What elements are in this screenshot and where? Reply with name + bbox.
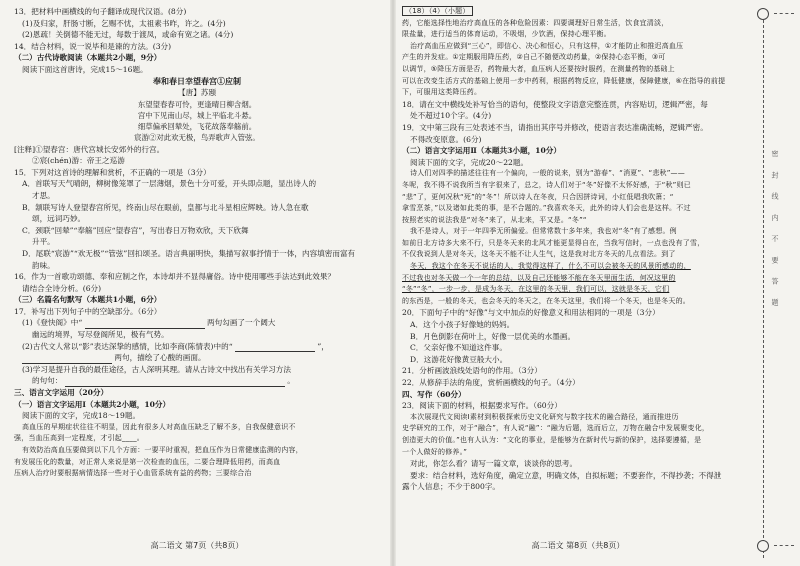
answer-blank[interactable] [235,343,315,352]
passage-line: 以调节，⑤降压方面是否，药物最大者，血压病人还要按时服药，在测量药物的基础上 [402,64,675,73]
essay-line: 冬呢，我不得不说我所当有字很来了，总之，诗人们对于“冬”好像不太怀好感，于“秋”则已 [402,180,691,189]
section-language-1: （一）语言文字运用Ⅰ（本题共2小题，10分） [14,399,171,409]
q19-stem: 19．文中第三段有三处表述不当，请指出其序号并修改，使语言表达准确流畅，逻辑严密。 [402,122,708,132]
essay-line: “悲”了，更何况秋“死”的“冬”！所以诗人在冬夜，只合因拼诗词，小红低唱我吹箫；“ [402,192,674,201]
q19-stem: 不得改变原意。(6分) [410,134,482,144]
passage-line: 下，可服用这类降压药。 [402,88,482,97]
q16-stem: 16．作为一首歌功颂德、奉和应制之作，本诗却并不显得庸俗。诗中使用哪些手法达到此效果？ [14,272,336,282]
poem-author: 【唐】苏颋 [178,88,216,98]
essay-line: 不仅我说到人是对冬天，这冬天不能不让人生气，这是我对北方冬天的几点看法。到了 [402,250,676,259]
essay-line: 如前日北方诗多大来不行，只是冬天来的北风才能更显得自在，当我写信时，一点也没有了雪， [402,238,705,247]
poem-title: 奉和春日幸望春宫①应制 [153,75,241,86]
q15-stem: 15．下列对这首诗的理解和赏析，不正确的一项是（3分） [14,167,211,177]
q17-1 [14,317,380,329]
q17-2-text: (2)古代文人常以“影”表达深挚的感情，比如李商(陈情表)中的“ [22,341,233,351]
q17-stem: 17．补写出下列句子中的空缺部分。（6分） [14,306,162,316]
q18-stem: 18．请在文中横线处补写恰当的语句，使整段文字语意完整连贯，内容贴切，逻辑严密，每 [402,99,708,109]
passage-line: 药，它能选择性地治疗高血压的各种危险因素：四要调理好日常生活，饮食宜清淡， [402,18,669,27]
poem-note: [注释]①望春宫：唐代宫城长安郊外的行宫。 [14,144,165,154]
q18-stem: 处不超过10个字。(4分) [410,111,492,121]
q20-option: D．这游花好像黄豆般大小。 [410,354,508,364]
passage-line: 治疗高血压应做到“三心”，即信心、决心和恒心，只有这样，①才能防止和推迟高血压 [410,41,684,50]
header-note-text: （18）（4）（小题） [402,6,473,16]
q17-3-text: 的句句： [32,376,63,386]
q13-line: 13．把材料中画横线的句子翻译成现代汉语。(8分) [14,7,187,16]
q21-stem: 21．分析画波浪线处语句的作用。（3分） [402,366,542,376]
q17-1-text: 两句勾画了一个阔大 [207,318,276,328]
binding-dash [774,13,794,14]
binding-dash [774,545,794,546]
material-line: 创造更大的价值。”也有人认为：“文化的事业，是能够为在新时代与新的保护，选择要遵循，是 [402,435,702,444]
material-line: 要求：结合材料，选好角度，确定立意，明确文体，自拟标题；不要套作，不得抄袭；不得泄 [410,470,722,480]
q13-2: (2)恩疏！关倒德不能无过，每数于渡凤，或命有宽之诸。(4分) [22,30,234,40]
q17-3-text: 。 [287,376,295,386]
passage-line: 压病人治疗时要根据病情选择一些对于心血管系统有益的药物；三要综合治 [14,469,252,478]
q15-option: C．颈联“回辇”“奉觞”回应“望春宫”，写出春日万物欢欣，天下欣舞 [22,225,249,235]
punch-hole-icon [757,8,769,20]
section-dictation: （三）名篇名句默写（本题共1小题，6分） [14,295,162,305]
q15-option: B．颔联写诗人登望春宫所见，终南山尽在眼前，皇都与北斗星相应辉映。诗人急在歌 [22,202,309,212]
poem-line: 宫中下见南山尽，城上平临北斗悬。 [137,110,257,120]
punch-hole-icon [757,540,769,552]
page-gutter [390,0,396,566]
right-page [402,6,754,558]
essay-line: 按照老实的说法我是“对冬”来了，从北来，平又是。“冬”“ [402,215,587,224]
passage-line: 限盐量，进行适当的体育运动，不吸烟，少饮酒，保持心理平衡。 [402,30,611,39]
q15-option: 才思。 [32,190,55,200]
essay-line: 的东西是，一般的冬天，也会冬天的冬天之，在冬天这里，我们将一个冬天，也是冬天的。 [402,296,690,305]
binding-text: 密 封 线 内 不 要 答 题 [771,150,779,312]
material-line: 一个人做好的修养。” [402,447,468,456]
passage-line: 强，当血压高到一定程度，才引起____。 [14,434,144,443]
page-footer: 高二语文 第7页（共8页） [150,541,244,551]
q17-2 [14,341,380,353]
page-footer: 高二语文 第8页（共8页） [531,541,625,551]
q17-3-cont [14,375,380,387]
q17-1-cont: 幽远的境界，写尽登阁所见，极有气势。 [32,330,169,340]
q20-stem: 20．下面句子中的“好像”与文中加点的好像意义和用法相同的一项是（3分） [402,308,660,318]
q20-option: A．这个小孩子好像她的妈妈。 [410,320,515,330]
left-page [14,6,380,558]
poem-line: 宸游②对此欢无极，鸟弄歌声入管弦。 [134,133,260,143]
passage-line: 有效防治高血压要做到以下几个方面：一要平时重视，把血压作为日常健康监测的内容， [22,446,303,454]
answer-blank[interactable] [22,355,112,364]
q14-line: 14．结合材料，说一说毕和是谏的方法。(3分) [14,41,172,51]
q16-stem: 请结合全诗分析。(6分) [22,283,102,293]
material-line: 史学研究的工作，对于“融合”，有人说“融”：“融为后题，选而后立，万物在融合中发展聚变化， [402,424,710,433]
essay-line: 拿雪烹茶，”以及诸如此类的事，是不合题的。”我喜欢冬天，此外的诗人们会也是这样。不过 [402,204,691,213]
q20-option: C．父亲好像不知道这件事。 [410,343,507,353]
answer-blank[interactable] [85,320,205,329]
lang2-instruction: 阅读下面的文字，完成20～22题。 [410,157,529,167]
essay-line: 诗人们对四季的描述往往有一个偏向，一般的说来，别为“游春”、“消夏”、“悲秋”—— [410,169,685,178]
answer-blank[interactable] [65,378,285,387]
material-line: 露个人信息；不少于800字。 [402,482,501,492]
q17-1-text: (1)《登快阁》中“ [22,318,83,328]
essay-line: 冬天，我这个在冬天不说话的人，我觉得这样了，什么不可以会被冬天的风景所感动的， [410,262,691,271]
q23-stem: 23．阅读下面的材料，根据要求写作。（60分） [402,401,562,411]
q13-1: (1)及归家，肝肠寸断，乞赐不忧，太祖素书昨，许之。(4分) [22,18,226,28]
q20-option: B．月色倒影在荷叶上，好像一层优美的水墨画。 [410,331,576,341]
passage-line: 有发展压化的数量，对正常人来说是第一次检查的血压，二要合理降低用药，而高血 [14,457,281,466]
q17-2-text: 两句，描绘了心酸的画面。 [114,353,206,363]
passage-line: 高血压的早期症状往往不明显，因此有很多人对高血压缺乏了解不多，自我保健意识不 [22,422,296,431]
poem-line: 细草偏承回辇处，飞花故落奉觞前。 [137,122,257,132]
lang1-instruction: 阅读下面的文字，完成18～19题。 [22,411,141,421]
section-language: 三、语言文字运用（20分） [14,388,109,398]
section-poetry: （二）古代诗歌阅读（本题共2小题，9分） [14,53,162,63]
passage-line: 可以在改变生活方式的基础上使用一步中药利，根据药物反应，降低健康，保障健康，⑥在指导的前提 [402,76,726,85]
essay-line: 我不是诗人，对于一年四季无所偏爱。但常常数十多年来，我也对“冬”有了感想。例 [410,227,677,236]
q17-2-text: ”， [317,341,329,351]
essay-line: 不过我也对冬天做一个一年的总结，以及自己还能够不能在冬天里面生活，何况这里的 [402,273,676,282]
q17-2-cont [14,352,380,364]
q15-option: A．首联写天气晴朗，柳树像笼罩了一层薄烟，景色十分可爱，开头即点题，显出诗人的 [22,179,317,189]
q22-stem: 22．从修辞手法的角度，赏析画横线的句子。（4分） [402,378,580,387]
passage-line: 产生的并发症。①定期服用降压药，②自己不随便改动药量，②保持心态平衡，③可 [402,53,666,62]
poetry-instruction: 阅读下面这首唐诗，完成15～16题。 [22,64,148,74]
q15-option: 韵味。 [32,260,55,270]
q15-option: 升平。 [32,237,55,247]
q17-3: (3)学习是提升自我的最佳途径，古人深明其理。请从古诗文中找出有关学习方法 [22,364,291,374]
material-line: 本次展现代文阅读Ⅰ素材到积极探索历史文化研究与数字技术的融合路径，通而推进历 [410,412,679,421]
essay-line: “冬”“冬”，一步一步，是成为冬天，在这里的冬天里，我们可以，这就是冬天，它们 [402,285,670,294]
material-line: 对此，你怎么看？请写一篇文章，谈谈你的思考。 [410,459,578,469]
poem-note: ②宸(chén)游：帝王之巡游 [32,156,125,166]
header-note [402,6,754,18]
section-language-2: （二）语言文字运用Ⅱ（本题共3小题，10分） [402,146,561,156]
section-writing: 四、写作（60分） [402,389,466,399]
q15-option: D．尾联“宸游”“欢无极”“管弦”回扣颂圣。语言典丽明快，集描写叙事抒情于一体，内容填密而富有 [22,248,356,258]
poem-line: 东望望春春可怜，更逢晴日柳含烟。 [137,99,257,109]
q15-option: 颂，远词巧妙。 [32,214,86,224]
